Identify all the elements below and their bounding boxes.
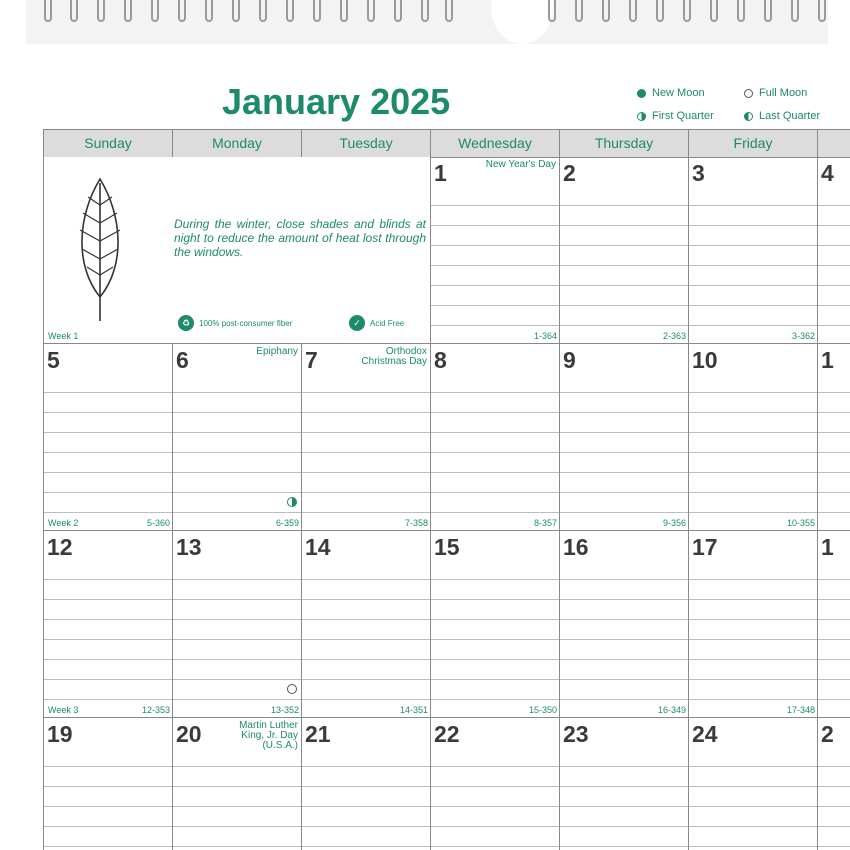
day-number: 17	[692, 534, 718, 560]
holiday-label: Epiphany	[256, 346, 298, 357]
legend-new-moon-label: New Moon	[652, 87, 705, 99]
legend-new-moon	[637, 87, 705, 99]
day-cell[interactable]	[431, 718, 560, 850]
spiral-coil	[602, 0, 610, 22]
day-of-year: 8-357	[533, 518, 557, 528]
day-cell[interactable]	[44, 718, 173, 850]
spiral-coil	[575, 0, 583, 22]
holiday-label: New Year's Day	[485, 159, 556, 170]
day-number: 1	[434, 160, 447, 186]
day-number: 12	[47, 534, 73, 560]
legend-last-quarter	[744, 110, 820, 122]
day-cell[interactable]	[173, 531, 302, 718]
recycled-badge	[178, 315, 292, 331]
spiral-coil	[205, 0, 213, 22]
day-cell[interactable]	[44, 344, 173, 531]
day-number: 2	[821, 721, 834, 747]
spiral-coil	[313, 0, 321, 22]
new-moon-icon	[637, 89, 646, 98]
first-quarter-moon-icon	[637, 112, 646, 121]
weekday-header: Sunday	[44, 130, 173, 157]
spiral-coil	[259, 0, 267, 22]
day-cell[interactable]	[818, 718, 850, 850]
legend-first-quarter-label: First Quarter	[652, 110, 714, 122]
day-cell[interactable]	[818, 344, 850, 531]
day-of-year: 1-364	[533, 331, 557, 341]
holiday-label: Orthodox Christmas Day	[361, 346, 427, 367]
day-number: 20	[176, 721, 202, 747]
spiral-coil	[710, 0, 718, 22]
day-number: 3	[692, 160, 705, 186]
weekday-header-partial	[818, 130, 850, 157]
weekday-header: Wednesday	[431, 130, 560, 157]
day-number: 24	[692, 721, 718, 747]
day-number: 19	[47, 721, 73, 747]
day-number: 6	[176, 347, 189, 373]
spiral-coil	[629, 0, 637, 22]
day-cell[interactable]	[689, 718, 818, 850]
tip-panel	[44, 157, 431, 344]
day-cell[interactable]	[44, 531, 173, 718]
day-of-year: 10-355	[786, 518, 815, 528]
weekday-header: Tuesday	[302, 130, 431, 157]
day-cell[interactable]	[818, 157, 850, 344]
day-of-year: 2-363	[662, 331, 686, 341]
recycled-label: 100% post-consumer fiber	[199, 318, 293, 328]
day-number: 10	[692, 347, 718, 373]
month-title: January 2025	[222, 81, 451, 122]
acid-free-icon: ✓	[349, 315, 365, 331]
first-quarter-moon-icon	[287, 497, 297, 507]
calendar-grid	[43, 129, 850, 850]
spiral-coil	[97, 0, 105, 22]
day-of-year: 5-360	[146, 518, 170, 528]
spiral-coil	[151, 0, 159, 22]
day-cell[interactable]	[560, 157, 689, 344]
spiral-coil	[232, 0, 240, 22]
day-number: 16	[563, 534, 589, 560]
day-number: 1	[821, 347, 834, 373]
day-cell[interactable]	[560, 718, 689, 850]
day-of-year: 12-353	[141, 705, 170, 715]
spiral-coil	[178, 0, 186, 22]
day-number: 7	[305, 347, 318, 373]
day-cell[interactable]	[302, 718, 431, 850]
spiral-coil	[44, 0, 52, 22]
spiral-coil	[124, 0, 132, 22]
tip-text: During the winter, close shades and blinds at night to reduce the amount of heat lost through the windows.	[174, 217, 426, 259]
spiral-coil	[286, 0, 294, 22]
day-of-year: 14-351	[399, 705, 428, 715]
spiral-coil	[367, 0, 375, 22]
day-of-year: 16-349	[657, 705, 686, 715]
day-number: 15	[434, 534, 460, 560]
day-cell[interactable]	[431, 344, 560, 531]
spiral-coil	[818, 0, 826, 22]
weekday-header-row	[44, 130, 850, 158]
day-cell[interactable]	[818, 531, 850, 718]
spiral-coil	[445, 0, 453, 22]
spiral-binding	[26, 0, 828, 44]
day-of-year: 3-362	[791, 331, 815, 341]
spiral-coil	[683, 0, 691, 22]
day-cell[interactable]	[689, 531, 818, 718]
spiral-coil	[340, 0, 348, 22]
day-number: 22	[434, 721, 460, 747]
legend-last-quarter-label: Last Quarter	[759, 110, 821, 122]
day-cell[interactable]	[173, 718, 302, 850]
spiral-coil	[548, 0, 556, 22]
week-label: Week 3	[48, 705, 79, 715]
day-cell[interactable]	[689, 344, 818, 531]
spiral-coil	[421, 0, 429, 22]
day-number: 5	[47, 347, 60, 373]
day-cell[interactable]	[560, 531, 689, 718]
day-cell[interactable]	[173, 344, 302, 531]
day-cell[interactable]	[560, 344, 689, 531]
day-number: 13	[176, 534, 202, 560]
recycle-icon: ♻	[178, 315, 194, 331]
spiral-coil	[764, 0, 772, 22]
spiral-coil	[737, 0, 745, 22]
day-of-year: 6-359	[275, 518, 299, 528]
day-cell[interactable]	[431, 531, 560, 718]
full-moon-icon	[287, 684, 297, 694]
legend-full-moon-label: Full Moon	[759, 87, 808, 99]
day-cell[interactable]	[302, 531, 431, 718]
day-cell[interactable]	[302, 344, 431, 531]
day-of-year: 9-356	[662, 518, 686, 528]
day-of-year: 15-350	[528, 705, 557, 715]
spiral-coil	[791, 0, 799, 22]
week-label: Week 1	[48, 331, 79, 341]
spiral-coil	[394, 0, 402, 22]
spiral-coil	[70, 0, 78, 22]
day-number: 23	[563, 721, 589, 747]
day-number: 1	[821, 534, 834, 560]
spiral-coil	[656, 0, 664, 22]
day-number: 21	[305, 721, 331, 747]
holiday-label: Martin Luther King, Jr. Day (U.S.A.)	[239, 720, 298, 751]
day-number: 9	[563, 347, 576, 373]
full-moon-icon	[744, 89, 753, 98]
acid-free-label: Acid Free	[370, 318, 405, 328]
leaf-icon	[72, 175, 128, 325]
day-of-year: 17-348	[786, 705, 815, 715]
legend-full-moon	[744, 87, 807, 99]
acid-free-badge	[349, 315, 404, 331]
weekday-header: Thursday	[560, 130, 689, 157]
legend-first-quarter	[637, 110, 714, 122]
day-number: 4	[821, 160, 834, 186]
week-label: Week 2	[48, 518, 79, 528]
day-number: 8	[434, 347, 447, 373]
weekday-header: Friday	[689, 130, 818, 157]
day-cell[interactable]	[431, 157, 560, 344]
day-of-year: 7-358	[404, 518, 428, 528]
day-number: 2	[563, 160, 576, 186]
hanger-notch	[491, 0, 553, 44]
day-number: 14	[305, 534, 331, 560]
day-cell[interactable]	[689, 157, 818, 344]
weekday-header: Monday	[173, 130, 302, 157]
last-quarter-moon-icon	[744, 112, 753, 121]
day-of-year: 13-352	[270, 705, 299, 715]
